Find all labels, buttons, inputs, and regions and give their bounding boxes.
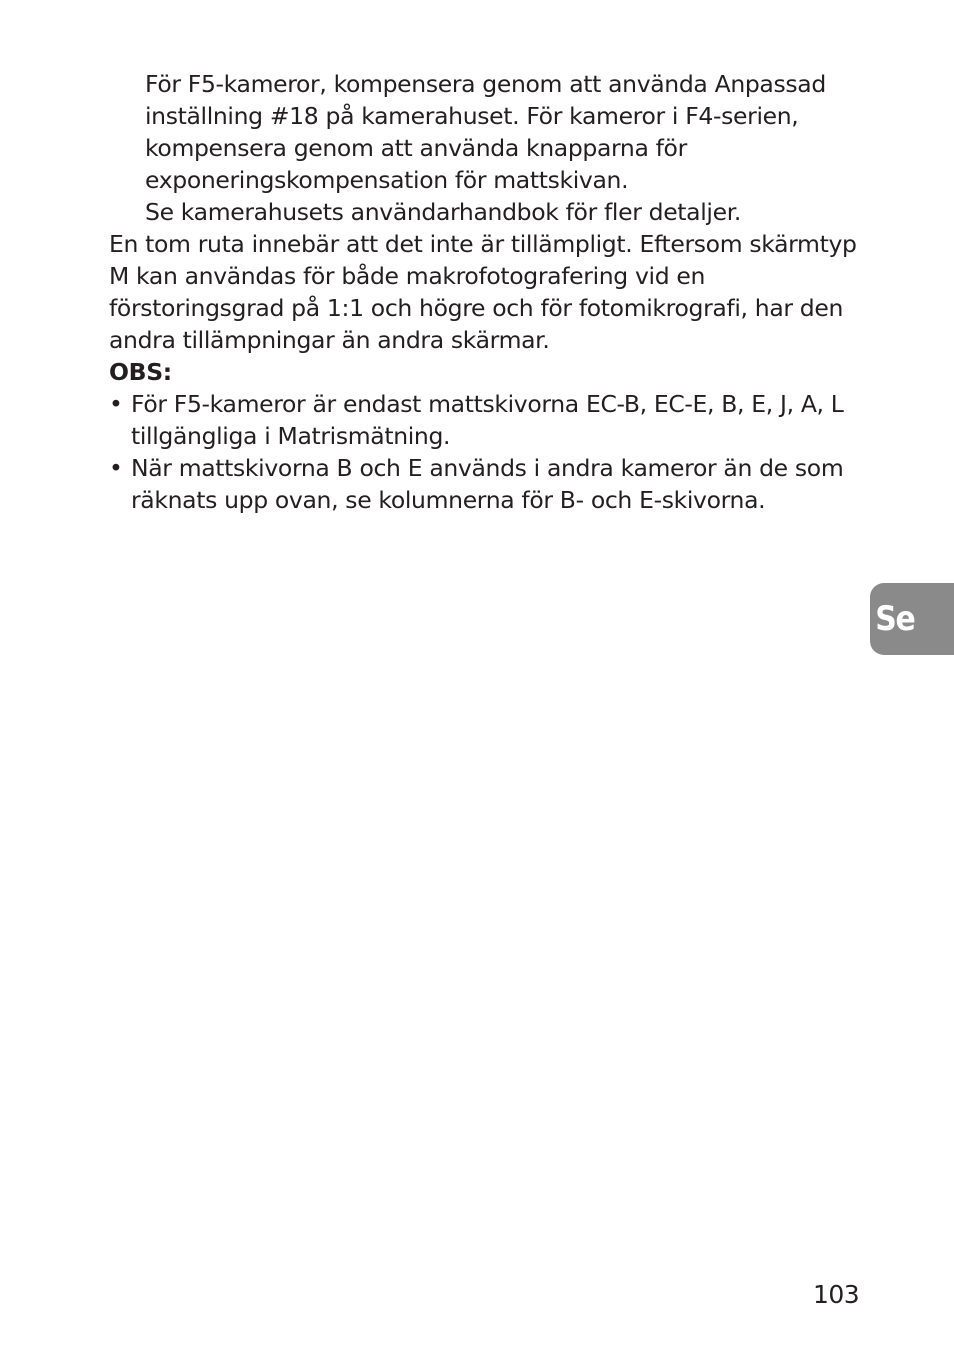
bullet-item [109,388,844,452]
text-line: En tom ruta innebär att det inte är tillämpligt. Eftersom skärmtyp [109,230,857,258]
text-line: exponeringskompensation för mattskivan. [145,166,629,194]
text-line: tillgängliga i Matrismätning. [131,422,451,450]
language-tab [870,583,954,655]
text-line: förstoringsgrad på 1:1 och högre och för fotomikrografi, har den [109,294,844,322]
text-line: När mattskivorna B och E används i andra kameror än de som [131,454,844,482]
text-line: kompensera genom att använda knapparna för [145,134,687,162]
compensation-note [109,68,839,228]
page-number: 103 [813,1280,860,1309]
page-content [109,68,857,516]
bullet-icon: • [109,390,123,418]
text-line: räknats upp ovan, se kolumnerna för B- och E-skivorna. [131,486,766,514]
text-line: Se kamerahusets användarhandbok för fler detaljer. [145,198,741,226]
language-tab-label: Se [875,599,915,639]
text-line: M kan användas för både makrofotografering vid en [109,262,706,290]
empty-box-explanation [109,228,857,356]
text-line: För F5-kameror, kompensera genom att använda Anpassad [145,70,826,98]
text-line: För F5-kameror är endast mattskivorna EC-B, EC-E, B, E, J, A, L [131,390,844,418]
bullet-item [109,452,844,516]
bullet-icon: • [109,454,123,482]
text-line: andra tillämpningar än andra skärmar. [109,326,550,354]
text-line: inställning #18 på kamerahuset. För kameror i F4-serien, [145,102,799,130]
obs-heading: OBS: [109,358,172,386]
